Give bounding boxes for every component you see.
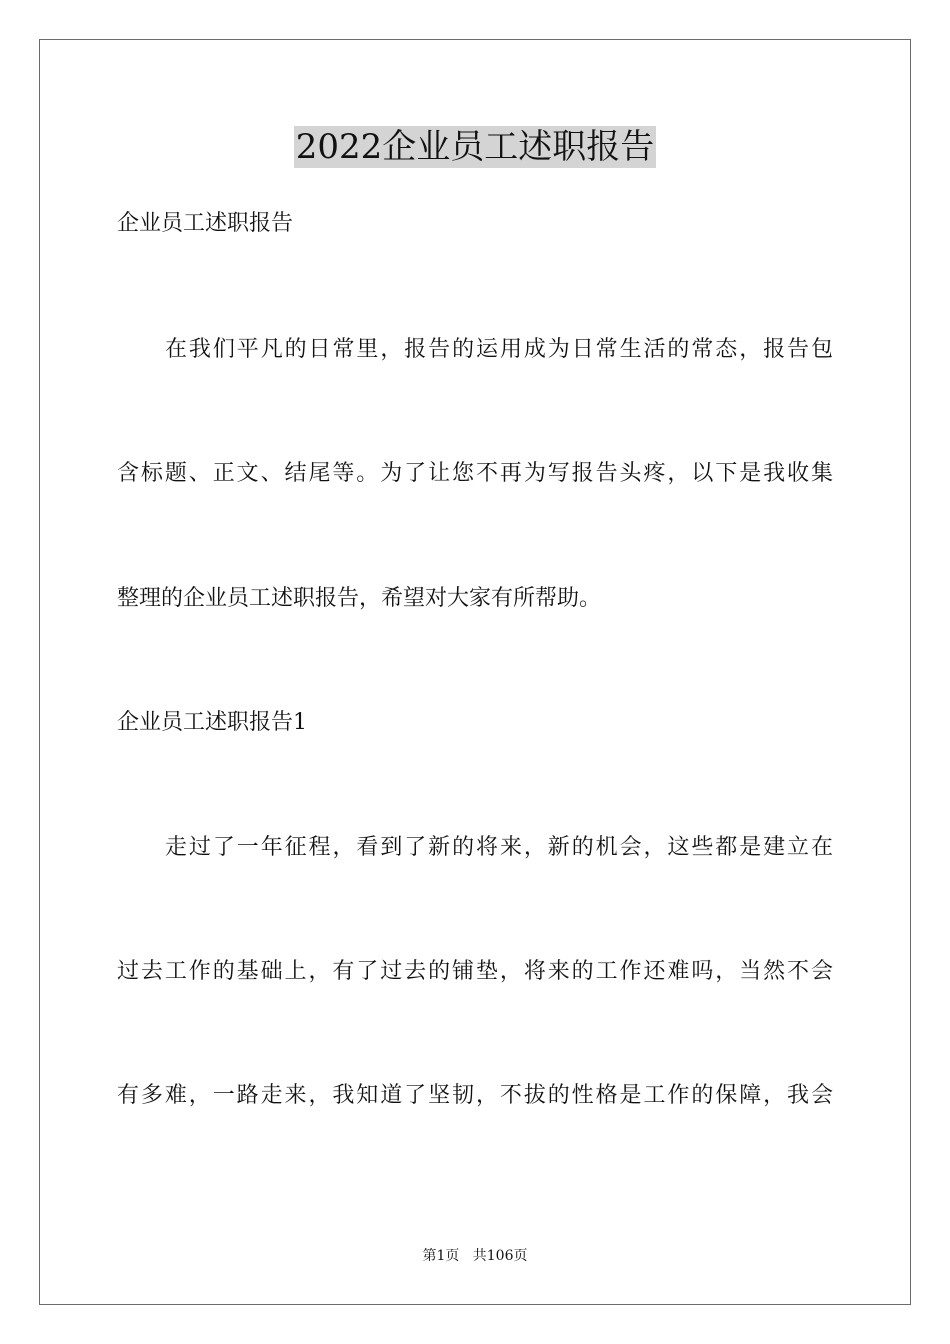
body-line-3: 有多难，一路走来，我知道了坚韧，不拔的性格是工作的保障，我会 (117, 1083, 833, 1108)
body-line-1: 走过了一年征程，看到了新的将来，新的机会，这些都是建立在 (165, 835, 833, 860)
page-footer: 第1页 共106页 (422, 1248, 528, 1264)
section-heading: 企业员工述职报告1 (117, 710, 307, 735)
body-line-2: 过去工作的基础上，有了过去的铺垫，将来的工作还难吗，当然不会 (117, 959, 833, 984)
document-subtitle: 企业员工述职报告 (117, 211, 294, 236)
intro-line-3: 整理的企业员工述职报告，希望对大家有所帮助。 (117, 586, 602, 611)
intro-line-1: 在我们平凡的日常里，报告的运用成为日常生活的常态，报告包 (165, 337, 833, 362)
document-title: 2022企业员工述职报告 (295, 127, 655, 167)
intro-line-2: 含标题、正文、结尾等。为了让您不再为写报告头疼，以下是我收集 (117, 461, 833, 486)
title-container (0, 126, 950, 168)
